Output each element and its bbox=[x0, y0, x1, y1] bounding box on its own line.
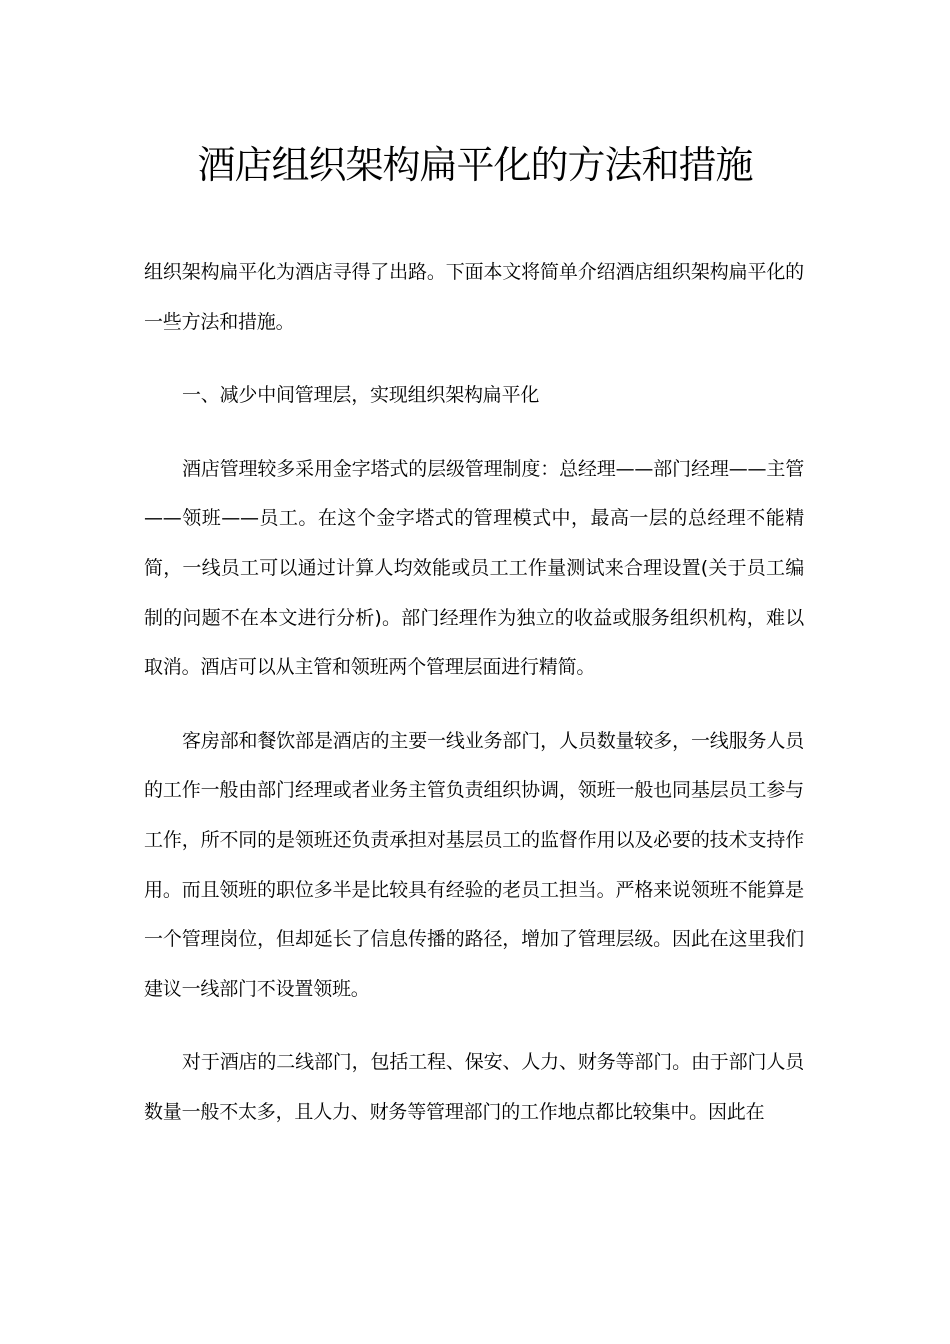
document-title: 酒店组织架构扁平化的方法和措施 bbox=[197, 143, 753, 187]
body-paragraph: 对于酒店的二线部门，包括工程、保安、人力、财务等部门。由于部门人员数量一般不太多，且人力、财务等管理部门的工作地点都比较集中。因此在 bbox=[144, 1051, 804, 1123]
section-heading: 一、减少中间管理层，实现组织架构扁平化 bbox=[182, 384, 540, 407]
body-paragraph: 酒店管理较多采用金字塔式的层级管理制度：总经理——部门经理——主管——领班——员工。在这个金字塔式的管理模式中，最高一层的总经理不能精简，一线员工可以通过计算人均效能或员工工作量测试来合理设置(关于员工编制的问题不在本文进行分析)。部门经理作为独立的收益或服务组织机构，难以取消。酒店可以从主管和领班两个管理层面进行精简。 bbox=[144, 457, 804, 679]
body-paragraph: 客房部和餐饮部是酒店的主要一线业务部门，人员数量较多，一线服务人员的工作一般由部门经理或者业务主管负责组织协调，领班一般也同基层员工参与工作，所不同的是领班还负责承担对基层员工的监督作用以及必要的技术支持作用。而且领班的职位多半是比较具有经验的老员工担当。严格来说领班不能算是一个管理岗位，但却延长了信息传播的路径，增加了管理层级。因此在这里我们建议一线部门不设置领班。 bbox=[144, 729, 804, 1000]
intro-paragraph: 组织架构扁平化为酒店寻得了出路。下面本文将简单介绍酒店组织架构扁平化的一些方法和措施。 bbox=[144, 261, 804, 333]
document-body bbox=[144, 248, 804, 1162]
